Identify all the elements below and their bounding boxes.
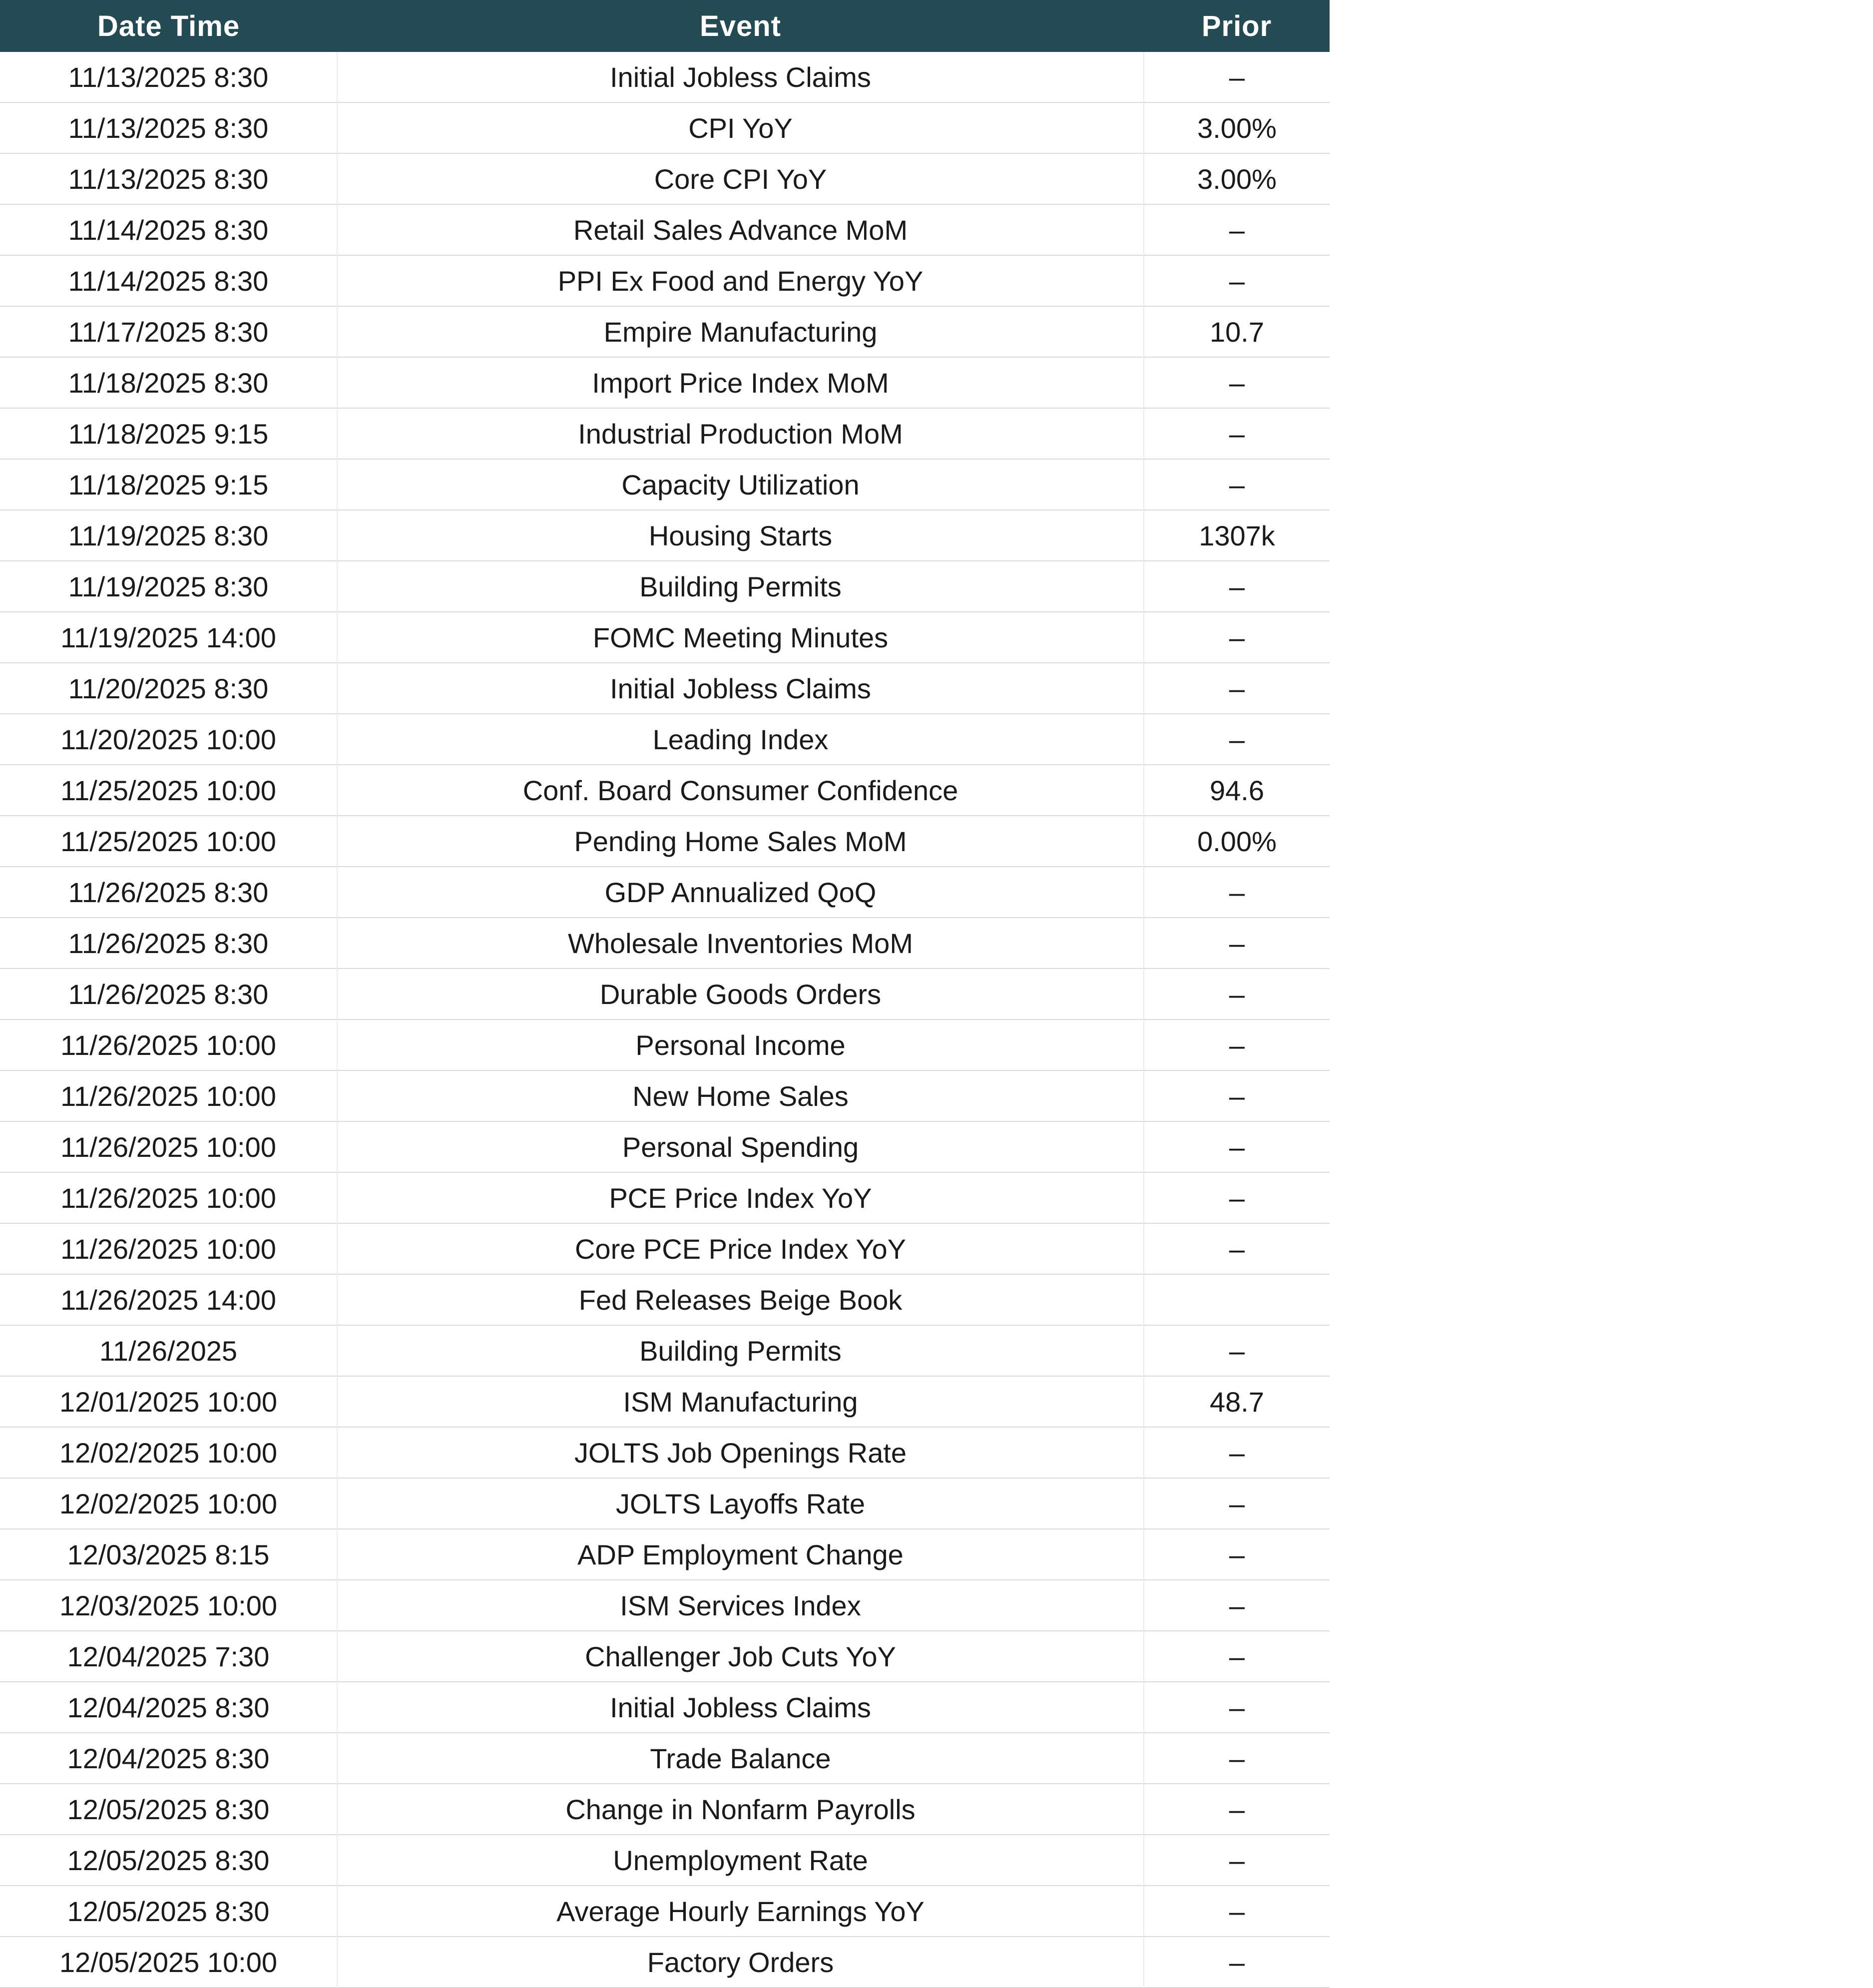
table-row xyxy=(0,1172,1330,1223)
prior-cell: – xyxy=(1144,867,1330,918)
prior-cell: – xyxy=(1144,1478,1330,1529)
date-time-cell: 11/26/2025 14:00 xyxy=(0,1274,337,1325)
prior-cell: – xyxy=(1144,1121,1330,1172)
table-row xyxy=(0,1325,1330,1376)
date-time-cell: 11/26/2025 xyxy=(0,1325,337,1376)
table-row xyxy=(0,1580,1330,1631)
event-cell: Capacity Utilization xyxy=(337,459,1144,510)
event-cell: Unemployment Rate xyxy=(337,1835,1144,1886)
date-time-cell: 12/04/2025 8:30 xyxy=(0,1733,337,1784)
date-time-cell: 11/13/2025 8:30 xyxy=(0,102,337,153)
event-cell: Fed Releases Beige Book xyxy=(337,1274,1144,1325)
date-time-cell: 11/14/2025 8:30 xyxy=(0,204,337,255)
date-time-cell: 12/03/2025 8:15 xyxy=(0,1529,337,1580)
table-row xyxy=(0,1019,1330,1070)
event-cell: PCE Price Index YoY xyxy=(337,1172,1144,1223)
prior-cell xyxy=(1144,1274,1330,1325)
event-cell: ADP Employment Change xyxy=(337,1529,1144,1580)
date-time-cell: 12/05/2025 10:00 xyxy=(0,1937,337,1988)
table-row xyxy=(0,459,1330,510)
event-cell: Initial Jobless Claims xyxy=(337,1682,1144,1733)
table-row xyxy=(0,52,1330,102)
table-row xyxy=(0,1376,1330,1427)
date-time-cell: 11/26/2025 10:00 xyxy=(0,1019,337,1070)
prior-cell: – xyxy=(1144,1835,1330,1886)
table-row xyxy=(0,1223,1330,1274)
table-row xyxy=(0,1784,1330,1835)
prior-cell: – xyxy=(1144,1580,1330,1631)
table-row xyxy=(0,357,1330,408)
event-cell: Trade Balance xyxy=(337,1733,1144,1784)
prior-cell: 10.7 xyxy=(1144,306,1330,357)
table-row xyxy=(0,153,1330,204)
event-cell: Personal Spending xyxy=(337,1121,1144,1172)
table-row xyxy=(0,408,1330,459)
table-row xyxy=(0,714,1330,765)
table-row xyxy=(0,1274,1330,1325)
event-cell: JOLTS Job Openings Rate xyxy=(337,1427,1144,1478)
prior-cell: – xyxy=(1144,1172,1330,1223)
event-cell: Retail Sales Advance MoM xyxy=(337,204,1144,255)
table-row xyxy=(0,1631,1330,1682)
table-row xyxy=(0,816,1330,867)
event-cell: Initial Jobless Claims xyxy=(337,52,1144,102)
date-time-cell: 11/26/2025 8:30 xyxy=(0,969,337,1019)
prior-cell: – xyxy=(1144,612,1330,663)
event-cell: Initial Jobless Claims xyxy=(337,663,1144,714)
event-cell: PPI Ex Food and Energy YoY xyxy=(337,255,1144,306)
event-cell: Challenger Job Cuts YoY xyxy=(337,1631,1144,1682)
table-header-row xyxy=(0,0,1330,52)
prior-cell: – xyxy=(1144,204,1330,255)
date-time-cell: 12/05/2025 8:30 xyxy=(0,1886,337,1937)
table-row xyxy=(0,510,1330,561)
prior-cell: – xyxy=(1144,1937,1330,1988)
prior-cell: – xyxy=(1144,1325,1330,1376)
date-time-cell: 11/19/2025 14:00 xyxy=(0,612,337,663)
prior-cell: – xyxy=(1144,561,1330,612)
event-cell: CPI YoY xyxy=(337,102,1144,153)
event-cell: Factory Orders xyxy=(337,1937,1144,1988)
date-time-cell: 11/18/2025 9:15 xyxy=(0,408,337,459)
date-time-cell: 11/19/2025 8:30 xyxy=(0,510,337,561)
prior-cell: – xyxy=(1144,1784,1330,1835)
table-row xyxy=(0,255,1330,306)
table-row xyxy=(0,561,1330,612)
prior-cell: 3.00% xyxy=(1144,102,1330,153)
prior-cell: – xyxy=(1144,1886,1330,1937)
table-row xyxy=(0,1937,1330,1988)
prior-cell: 3.00% xyxy=(1144,153,1330,204)
prior-cell: – xyxy=(1144,1631,1330,1682)
date-time-cell: 11/20/2025 8:30 xyxy=(0,663,337,714)
event-cell: ISM Manufacturing xyxy=(337,1376,1144,1427)
date-time-cell: 11/25/2025 10:00 xyxy=(0,816,337,867)
table-row xyxy=(0,918,1330,969)
table-row xyxy=(0,204,1330,255)
table-row xyxy=(0,1682,1330,1733)
table-row xyxy=(0,1121,1330,1172)
event-cell: Industrial Production MoM xyxy=(337,408,1144,459)
date-time-cell: 12/04/2025 7:30 xyxy=(0,1631,337,1682)
table-row xyxy=(0,1478,1330,1529)
prior-cell: 1307k xyxy=(1144,510,1330,561)
event-cell: JOLTS Layoffs Rate xyxy=(337,1478,1144,1529)
event-cell: Wholesale Inventories MoM xyxy=(337,918,1144,969)
table-row xyxy=(0,1427,1330,1478)
prior-cell: – xyxy=(1144,1733,1330,1784)
date-time-cell: 11/19/2025 8:30 xyxy=(0,561,337,612)
date-time-cell: 12/02/2025 10:00 xyxy=(0,1427,337,1478)
date-time-cell: 11/17/2025 8:30 xyxy=(0,306,337,357)
column-header-event: Event xyxy=(337,0,1144,52)
date-time-cell: 11/26/2025 10:00 xyxy=(0,1070,337,1121)
prior-cell: 94.6 xyxy=(1144,765,1330,816)
event-cell: New Home Sales xyxy=(337,1070,1144,1121)
date-time-cell: 12/02/2025 10:00 xyxy=(0,1478,337,1529)
event-cell: Housing Starts xyxy=(337,510,1144,561)
column-header-date-time: Date Time xyxy=(0,0,337,52)
prior-cell: 48.7 xyxy=(1144,1376,1330,1427)
date-time-cell: 12/05/2025 8:30 xyxy=(0,1784,337,1835)
prior-cell: – xyxy=(1144,1427,1330,1478)
event-cell: Empire Manufacturing xyxy=(337,306,1144,357)
date-time-cell: 12/05/2025 8:30 xyxy=(0,1835,337,1886)
date-time-cell: 11/26/2025 8:30 xyxy=(0,867,337,918)
prior-cell: – xyxy=(1144,255,1330,306)
prior-cell: – xyxy=(1144,1529,1330,1580)
table-row xyxy=(0,969,1330,1019)
date-time-cell: 11/18/2025 8:30 xyxy=(0,357,337,408)
event-cell: Conf. Board Consumer Confidence xyxy=(337,765,1144,816)
event-cell: Change in Nonfarm Payrolls xyxy=(337,1784,1144,1835)
event-cell: Leading Index xyxy=(337,714,1144,765)
table-row xyxy=(0,612,1330,663)
prior-cell: – xyxy=(1144,714,1330,765)
prior-cell: – xyxy=(1144,408,1330,459)
table-row xyxy=(0,1835,1330,1886)
prior-cell: – xyxy=(1144,918,1330,969)
event-cell: GDP Annualized QoQ xyxy=(337,867,1144,918)
table-row xyxy=(0,1529,1330,1580)
event-cell: Core CPI YoY xyxy=(337,153,1144,204)
date-time-cell: 11/25/2025 10:00 xyxy=(0,765,337,816)
date-time-cell: 11/26/2025 10:00 xyxy=(0,1121,337,1172)
prior-cell: – xyxy=(1144,663,1330,714)
table-body xyxy=(0,52,1330,1988)
date-time-cell: 11/26/2025 10:00 xyxy=(0,1172,337,1223)
event-cell: Core PCE Price Index YoY xyxy=(337,1223,1144,1274)
date-time-cell: 12/04/2025 8:30 xyxy=(0,1682,337,1733)
table-row xyxy=(0,867,1330,918)
event-cell: Building Permits xyxy=(337,561,1144,612)
prior-cell: – xyxy=(1144,357,1330,408)
event-cell: Personal Income xyxy=(337,1019,1144,1070)
prior-cell: – xyxy=(1144,1019,1330,1070)
prior-cell: – xyxy=(1144,1070,1330,1121)
table-row xyxy=(0,1886,1330,1937)
date-time-cell: 11/13/2025 8:30 xyxy=(0,153,337,204)
date-time-cell: 11/13/2025 8:30 xyxy=(0,52,337,102)
prior-cell: – xyxy=(1144,1682,1330,1733)
date-time-cell: 11/14/2025 8:30 xyxy=(0,255,337,306)
table-row xyxy=(0,663,1330,714)
date-time-cell: 11/26/2025 10:00 xyxy=(0,1223,337,1274)
prior-cell: 0.00% xyxy=(1144,816,1330,867)
prior-cell: – xyxy=(1144,1223,1330,1274)
event-cell: Import Price Index MoM xyxy=(337,357,1144,408)
table-row xyxy=(0,1733,1330,1784)
prior-cell: – xyxy=(1144,459,1330,510)
event-cell: Durable Goods Orders xyxy=(337,969,1144,1019)
date-time-cell: 11/26/2025 8:30 xyxy=(0,918,337,969)
event-cell: ISM Services Index xyxy=(337,1580,1144,1631)
table-row xyxy=(0,102,1330,153)
table-row xyxy=(0,765,1330,816)
date-time-cell: 12/03/2025 10:00 xyxy=(0,1580,337,1631)
table-row xyxy=(0,306,1330,357)
event-cell: FOMC Meeting Minutes xyxy=(337,612,1144,663)
event-cell: Building Permits xyxy=(337,1325,1144,1376)
event-cell: Pending Home Sales MoM xyxy=(337,816,1144,867)
date-time-cell: 11/18/2025 9:15 xyxy=(0,459,337,510)
column-header-prior: Prior xyxy=(1144,0,1330,52)
table-row xyxy=(0,1070,1330,1121)
prior-cell: – xyxy=(1144,969,1330,1019)
event-cell: Average Hourly Earnings YoY xyxy=(337,1886,1144,1937)
prior-cell: – xyxy=(1144,52,1330,102)
date-time-cell: 11/20/2025 10:00 xyxy=(0,714,337,765)
date-time-cell: 12/01/2025 10:00 xyxy=(0,1376,337,1427)
